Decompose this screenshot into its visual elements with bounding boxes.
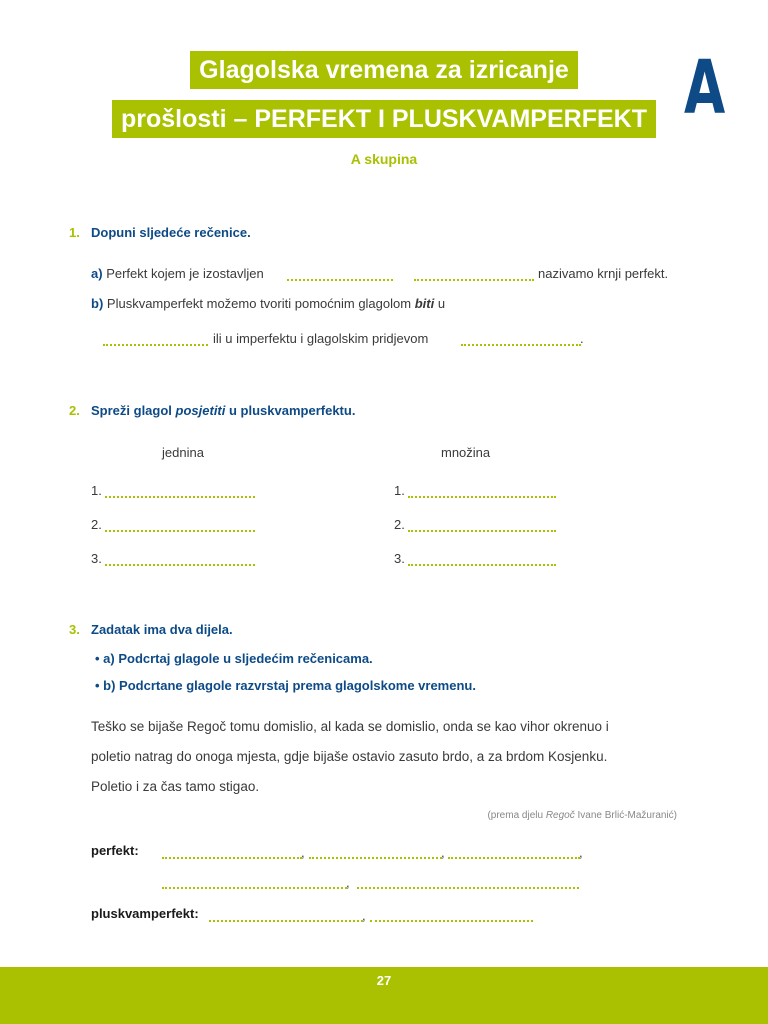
- task-3-bullet-b: [95, 678, 476, 693]
- task-3-bullet-a-text: a) Podcrtaj glagole u sljedećim rečenicama.: [103, 651, 373, 666]
- source-citation: [487, 810, 677, 821]
- perfekt-comma-3: ,: [579, 845, 583, 860]
- task-1a-blank-1[interactable]: [287, 279, 393, 281]
- bullet-dot-icon: •: [95, 651, 104, 666]
- singular-row-1-blank[interactable]: [105, 496, 255, 498]
- task-1-title: Dopuni sljedeće rečenice.: [91, 225, 251, 240]
- title-line-1-text: Glagolska vremena za izricanje: [190, 51, 578, 89]
- reading-paragraph-line-1: Teško se bijaše Regoč tomu domislio, al kada se domislio, onda se kao vihor okrenuo i: [91, 719, 609, 734]
- group-letter-badge: A: [684, 45, 726, 131]
- task-3-bullet-a: [95, 651, 373, 666]
- plural-row-1-number: 1.: [394, 483, 405, 498]
- reading-paragraph-line-2: poletio natrag do onoga mjesta, gdje bijaše ostavio zasuto brdo, a za brdom Kosjenku.: [91, 749, 608, 764]
- perfekt-blank-3[interactable]: [448, 857, 580, 859]
- singular-row-1-number: 1.: [91, 483, 102, 498]
- reading-paragraph-line-3: Poletio i za čas tamo stigao.: [91, 779, 260, 794]
- page-number: 27: [376, 973, 392, 988]
- source-after: Ivane Brlić-Mažuranić): [577, 810, 677, 821]
- perfekt-blank-1[interactable]: [162, 857, 302, 859]
- task-2-number: 2.: [69, 403, 80, 418]
- singular-row-2-blank[interactable]: [105, 530, 255, 532]
- perfekt-comma-1: ,: [301, 845, 305, 860]
- bullet-dot-icon: •: [95, 678, 104, 693]
- singular-row-2-number: 2.: [91, 517, 102, 532]
- source-work-title: Regoč: [545, 810, 575, 821]
- task-3-bullet-b-text: b) Podcrtane glagole razvrstaj prema glagolskome vremenu.: [103, 678, 476, 693]
- task-2-title-before: Spreži glagol: [91, 403, 172, 418]
- perfekt-blank-2[interactable]: [309, 857, 442, 859]
- singular-row-3-blank[interactable]: [105, 564, 255, 566]
- task-1b-blank-1[interactable]: [103, 344, 208, 346]
- task-3-number: 3.: [69, 622, 80, 637]
- task-1a-text-after: nazivamo krnji perfekt.: [538, 266, 669, 281]
- task-1b-line2-text: ili u imperfektu i glagolskim pridjevom: [213, 331, 429, 346]
- task-1b-period: .: [580, 331, 584, 346]
- task-1b-text-after: u: [437, 296, 446, 311]
- plural-row-2-blank[interactable]: [408, 530, 556, 532]
- title-line-2-text: prošlosti – PERFEKT I PLUSKVAMPERFEKT: [112, 100, 656, 138]
- perfekt-comma-2: ,: [441, 845, 445, 860]
- task-2-title: [91, 403, 355, 418]
- singular-row-3-number: 3.: [91, 551, 102, 566]
- perfekt-blank-4[interactable]: [162, 887, 347, 889]
- task-1b-label: b): [91, 296, 104, 311]
- task-1a-text-before: Perfekt kojem je izostavljen: [106, 266, 264, 281]
- task-1-number: 1.: [69, 225, 80, 240]
- column-singular-heading: jednina: [162, 445, 204, 460]
- plural-row-3-blank[interactable]: [408, 564, 556, 566]
- column-plural-heading: množina: [441, 445, 491, 460]
- perfekt-label: perfekt:: [91, 843, 139, 858]
- task-1a-blank-2[interactable]: [414, 279, 534, 281]
- task-1a-label: a): [91, 266, 103, 281]
- page-title-line-1: [0, 51, 768, 89]
- source-before: (prema djelu: [487, 810, 544, 821]
- page-title-line-2: [0, 100, 768, 138]
- plural-row-3-number: 3.: [394, 551, 405, 566]
- task-1b-blank-2[interactable]: [461, 344, 581, 346]
- task-2-title-verb: posjetiti: [175, 403, 226, 418]
- task-1b-text-before: Pluskvamperfekt možemo tvoriti pomoćnim glagolom: [106, 296, 412, 311]
- task-1b-italic-word: biti: [414, 296, 435, 311]
- task-3-title: Zadatak ima dva dijela.: [91, 622, 233, 637]
- pluskvamperfekt-label: pluskvamperfekt:: [91, 906, 199, 921]
- task-1b-sentence: [91, 296, 445, 311]
- plural-row-2-number: 2.: [394, 517, 405, 532]
- perfekt-blank-5[interactable]: [357, 887, 579, 889]
- pluskvamperfekt-blank-1[interactable]: [209, 920, 363, 922]
- task-2-title-after: u pluskvamperfektu.: [229, 403, 356, 418]
- group-subtitle: A skupina: [350, 151, 418, 167]
- task-1a-sentence: [91, 266, 264, 281]
- perfekt-comma-4: ,: [346, 875, 350, 890]
- pluskvamperfekt-blank-2[interactable]: [370, 920, 533, 922]
- plural-row-1-blank[interactable]: [408, 496, 556, 498]
- pluskvamperfekt-comma: ,: [362, 908, 366, 923]
